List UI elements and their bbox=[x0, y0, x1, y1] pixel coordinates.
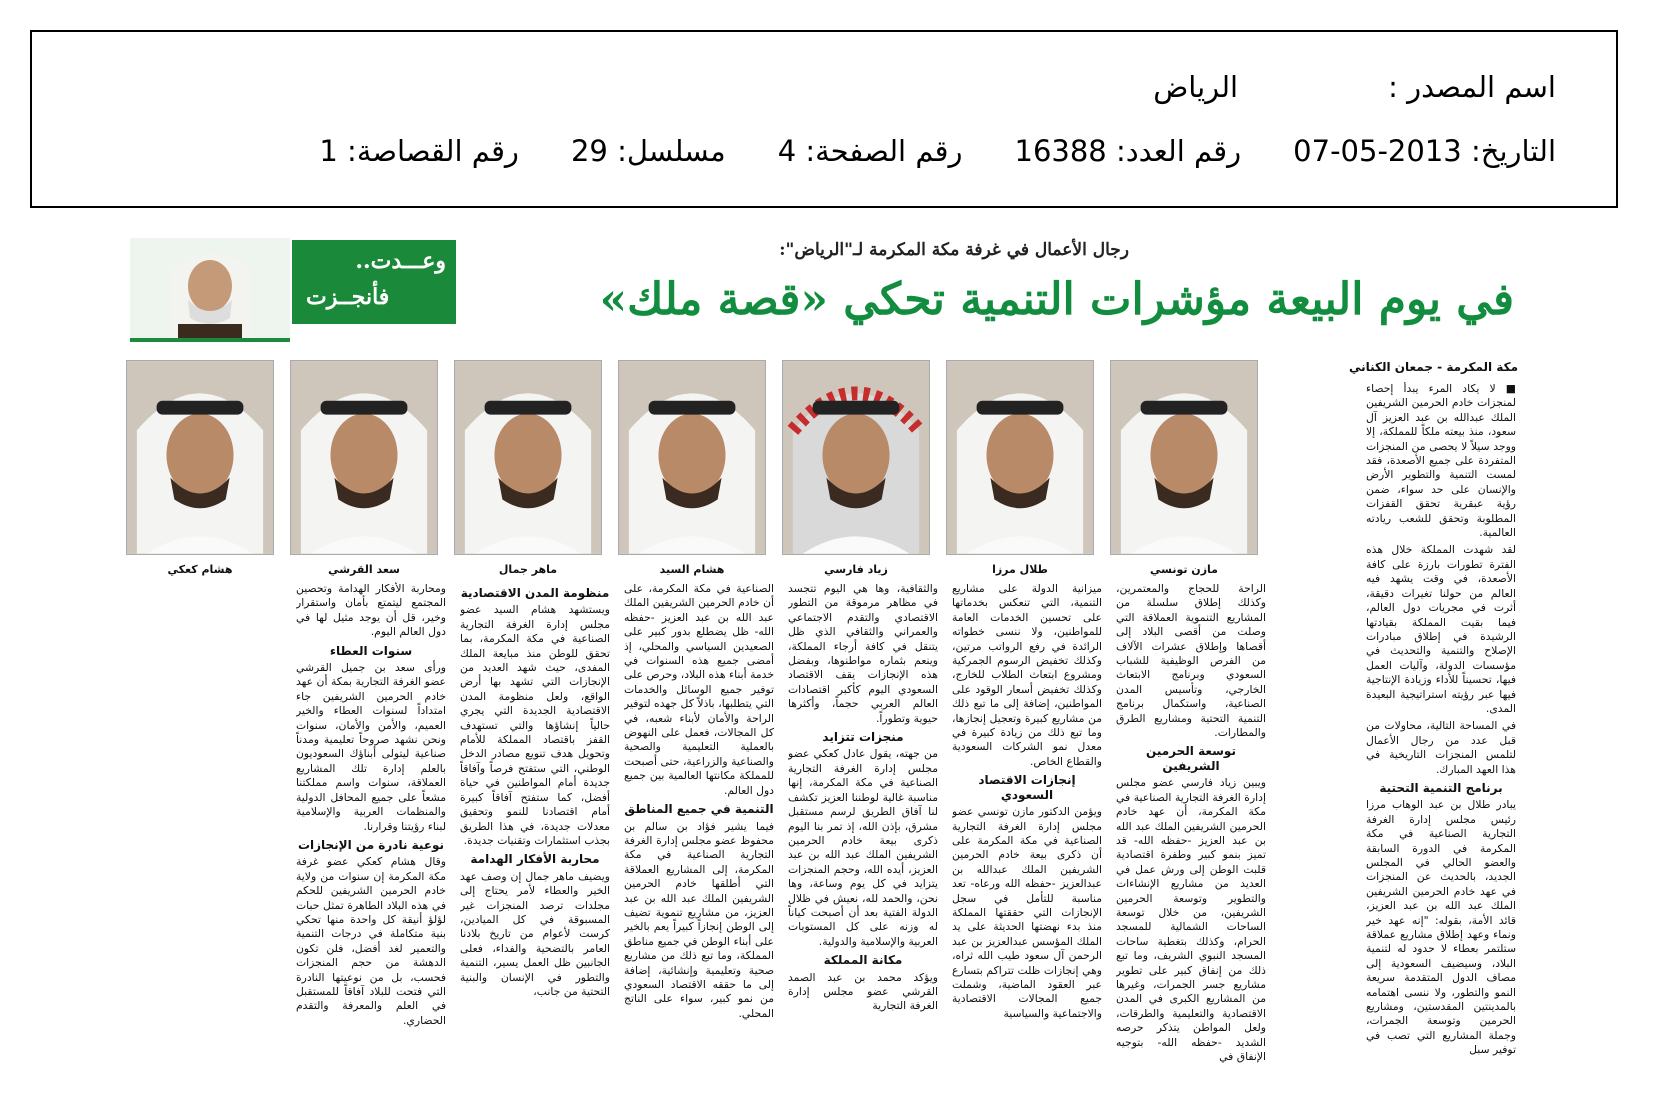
subheading: التنمية في جميع المناطق bbox=[624, 802, 774, 817]
person-photo-icon bbox=[783, 361, 929, 554]
logo-line-2: فأنجــزت bbox=[306, 284, 390, 310]
newspaper-clipping bbox=[130, 232, 1522, 1104]
paragraph: ويستشهد هشام السيد عضو مجلس إدارة الغرفة التجارية الصناعية في مكة المكرمة، بما تحقق للوطن منذ مبايعة الملك المفدى، حيث شهد العديد من الإنجازات التي تشهد بها أرض الواقع، ولعل منظومة المدن الاقتصادية الجديدة التي يجري حالياً إنشاؤها والتي تستهدف القفز باقتصاد المملكة للأمام وتحويل هدف تنويع مصادر الدخل الوطني، التي ستفتح فرصاً وآفاقاً جديدة أمام المواطنين في حياة أفضل، كما ستفتح آفاقاً كبيرة أمام اقتصادنا للنمو وتحقيق معدلات جديدة، في هذا الطريق بجذب استثمارات وتقنيات جديدة. bbox=[460, 603, 610, 847]
portrait-photo bbox=[290, 360, 438, 555]
paragraph: يبادر طلال بن عبد الوهاب مرزا رئيس مجلس إدارة الغرفة التجارية الصناعية في مكة المكرمة في الدورة السابقة والعضو الحالي في المجلس الجديد، بالحديث عن المنجزات في عهد خادم الحرمين الشريفين الملك عبد الله بن عبد العزيز، قائد الأمة، بقوله: "إنه عهد خير ونماء وعهد إطلاق مشاريع عملاقة ستلتمر بعطاء لا حدود له لتنمية البلاد، وسيضيف السعودية إلى مصاف الدول المتقدمة سريعة النمو والتطور، ولا ننسى اهتمامه بالمدينتين المقدستين، ومشاريع الحرمين وتوسعة الجمرات، وجملة المشاريع التي تصب في توفير سبل bbox=[1366, 798, 1516, 1057]
clip-number: رقم القصاصة: 1 bbox=[319, 134, 519, 168]
paragraph: فيما يشير فؤاد بن سالم بن محفوظ عضو مجلس إدارة الغرفة التجارية الصناعية في مكة المكرمة، إلى المشاريع العملاقة التي أطلقها خادم الحرمين الشريفين الملك عبد الله بن عبد العزيز، من مشاريع تنموية تضيف إلى الوطن إنجازاً كبيراً يعم بالخير على أبناء الوطن في جميع مناطق المملكة، وما تبع ذلك من مشاريع صحية وتعليمية وإنشائية، إضافة إلى ما حققه الاقتصاد السعودي من نمو كبير، سواء على الناتج المحلي. bbox=[624, 819, 774, 1020]
paragraph: ومحاربة الأفكار الهدامة وتحصين المجتمع ليتمتع بأمان واستقرار وخير، قل أن يوجد مثيل لها في دول العالم اليوم. bbox=[296, 582, 446, 639]
portrait-photo bbox=[618, 360, 766, 555]
article-column bbox=[296, 582, 446, 1102]
logo-banner bbox=[292, 240, 456, 324]
person-photo-icon bbox=[127, 361, 273, 554]
paragraph: الصناعية في مكة المكرمة، على أن خادم الحرمين الشريفين الملك عبد الله بن عبد العزيز -حفظه الله- ظل يضطلع بدور كبير على الصعيدين السياسي والمحلي، إذ أمضى جميع هذه السنوات في خدمة أبناء هذه البلاد، وحرص على توفير جميع الوسائل والخدمات التي يتطلبها، باذلاً كل جهده لتوفير الراحة والأمان لأبناء شعبه، في كل المجالات، فعمل على النهوض بالعملية التعليمية والصحية والصناعية والزراعية، حتى أصبحت للمملكة مكانتها العالمية بين جميع دول العالم. bbox=[624, 582, 774, 797]
kicker: رجال الأعمال في غرفة مكة المكرمة لـ"الرياض": bbox=[779, 240, 1129, 260]
paragraph: لقد شهدت المملكة خلال هذه الفترة تطورات بارزة على كافة الأصعدة، في وقت يشهد فيه العالم من حولنا تغيرات دقيقة، أثرت في مجريات دول العالم، فيما بقيت المملكة بقيادتها الرشيدة في إطلاق مبادرات الإصلاح والتنمية والتحديث في مؤسسات الدولة، وآليات العمل فيها، تحسيناً للأداء وزيادة الإنتاجية فيها عبر رؤيته استراتيجية البعيدة المدى. bbox=[1366, 543, 1516, 715]
paragraph: ويبين زياد فارسي عضو مجلس إدارة الغرفة التجارية الصناعية في مكة المكرمة، أن عهد خادم الحرمين الشريفين الملك عبد الله بن عبد العزيز -حفظه الله- قد تميز بنمو كبير وطفرة اقتصادية قلبت الوطن إلى ورش عمل في العديد من مشاريع الإنشاءات والتطوير وتوسعة الحرمين الشريفين، من خلال توسعة الساحات الشمالية للمسجد الحرام، وكذلك بتغطية ساحات المسجد النبوي الشريف، وما تبع ذلك من إنفاق كبير على تطوير مشاريع جسر الجمرات، وغيرها من المشاريع الكبرى في المدن الاقتصادية والتعليمية والطرقات، ولعل المواطن يتذكر حرصه الشديد -حفظه الله- بتوجيه الإنفاق في bbox=[1116, 776, 1266, 1063]
serial-number: مسلسل: 29 bbox=[570, 134, 726, 168]
date-field: التاريخ: 2013-05-07 bbox=[1293, 134, 1556, 168]
subheading: إنجازات الاقتصاد السعودي bbox=[978, 773, 1076, 802]
paragraph: ويضيف ماهر جمال إن وصف عهد الخير والعطاء لأمر يحتاج إلى مجلدات ترصد المنجزات غير المسبوقة في كل الميادين، كرست لأعوام من تاريخ بلادنا العامر بالتضحية والفداء، فعلى الجانبين ظل العمل يسير، التنمية والتطور في الإنسان والبنية التحتية من جانب، bbox=[460, 869, 610, 998]
portrait-photo bbox=[782, 360, 930, 555]
feature-logo bbox=[130, 238, 455, 338]
article-column bbox=[460, 582, 610, 1102]
paragraph: من جهته، يقول عادل كعكي عضو مجلس إدارة الغرفة التجارية الصناعية في مكة المكرمة، إنها مناسبة غالية لوطننا العزيز تكشف لنا آفاق الطريق لرسم مستقبل مشرق، بإذن الله، إذ تمر بنا اليوم ذكرى بيعة خادم الحرمين الشريفين الملك عبد الله بن عبد العزيز، أيده الله، وحجم المنجزات يتزايد في كل يوم وساعة، وها نحن، والحمد لله، نعيش في ظلال الدولة الفتية بعد أن أصبحت كياناً له وزنه على كل المستويات العربية والإسلامية والدولية. bbox=[788, 747, 938, 948]
headline: في يوم البيعة مؤشرات التنمية تحكي «قصة ملك» bbox=[599, 274, 1514, 325]
subheading: محاربة الأفكار الهدامة bbox=[470, 852, 600, 867]
portrait-caption: مازن تونسي bbox=[1150, 563, 1218, 576]
paragraph: ويؤمن الدكتور مازن تونسي عضو مجلس إدارة الغرفة التجارية الصناعية في مكة المكرمة على أن ذكرى بيعة خادم الحرمين الشريفين الملك عبدالله بن عبدالعزيز -حفظه الله ورعاه- تعد مناسبة للتأمل في سجل الإنجازات التي حققتها المملكة منذ بدء نهضتها الحديثة على يد الملك المؤسس عبدالعزيز بن عبد الرحمن آل سعود طيب الله ثراه، وهي إنجازات ظلت تتراكم بتسارع عبر العقود الماضية، وشملت جميع المجالات الاقتصادية والاجتماعية والسياسية bbox=[952, 805, 1102, 1020]
article-column bbox=[952, 582, 1102, 1102]
person-photo-icon bbox=[1111, 361, 1257, 554]
subheading: توسعة الحرمين الشريفين bbox=[1146, 744, 1236, 773]
person-photo-icon bbox=[947, 361, 1093, 554]
portrait-photo bbox=[1110, 360, 1258, 555]
source-label: اسم المصدر : bbox=[1388, 70, 1556, 104]
person-photo-icon bbox=[291, 361, 437, 554]
article-column bbox=[1116, 582, 1266, 1102]
article-column bbox=[788, 582, 938, 1102]
portrait-photo bbox=[946, 360, 1094, 555]
subheading: برنامج التنمية التحتية bbox=[1379, 780, 1503, 795]
logo-line-1: وعـــدت.. bbox=[355, 248, 446, 274]
person-photo-icon bbox=[619, 361, 765, 554]
subheading: منظومة المدن الاقتصادية bbox=[460, 586, 610, 600]
portrait-caption: ماهر جمال bbox=[498, 563, 558, 576]
source-row bbox=[1153, 70, 1556, 104]
portrait-caption: سعد القرشي bbox=[328, 563, 400, 576]
paragraph: ■ لا يكاد المرء يبدأ إحصاء لمنجزات خادم الحرمين الشريفين الملك عبدالله بن عبد العزيز آل سعود، منذ بيعته ملكاً للمملكة، إلا ووجد سيلاً لا يحصى من المنجزات المتفردة على جميع الأصعدة، فقد لمست التنمية والتطوير الأرض والإنسان على حد سواء، ضمن رؤية عبقرية تحقق القفزات المطلوبة وتحقق للشعب ريادته العالمية. bbox=[1366, 382, 1516, 540]
portrait-photo bbox=[454, 360, 602, 555]
king-photo bbox=[130, 238, 290, 342]
issue-row bbox=[319, 134, 1556, 168]
paragraph: وقال هشام كعكي عضو غرفة مكة المكرمة إن سنوات من ولاية خادم الحرمين الشريفين للحكم في هذه البلاد الطاهرة تمثل حبات لؤلؤ أنيقة كل واحدة منها تحكي بنية متكاملة في درجات التنمية والتعمير لغد أفضل، فلن تكون الدهشة من حجم المنجزات فحسب، بل من نوعيتها النادرة التي فتحت للبلاد آفاقاً للمستقبل في العلم والمعرفة والتقدم الحضاري. bbox=[296, 855, 446, 1027]
source-info-box bbox=[30, 30, 1618, 208]
page-number: رقم الصفحة: 4 bbox=[777, 134, 963, 168]
portrait-caption: زياد فارسي bbox=[824, 563, 888, 576]
paragraph: الراحة للحجاج والمعتمرين، وكذلك إطلاق سلسلة من المشاريع التنموية العملاقة التي وصلت من أقصى البلاد إلى أقصاها وإطلاق عشرات الآلاف من الفرص الوظيفية للشباب السعودي وبرنامج الابتعاث الخارجي، وتأسيس المدن الصناعية، واستكمال برنامج التنمية التحتية ومشاريع الطرق والمطارات. bbox=[1116, 582, 1266, 740]
subheading: سنوات العطاء bbox=[329, 643, 413, 658]
portrait-caption: هشام السيد bbox=[659, 563, 725, 576]
portrait-caption: هشام كعكي bbox=[167, 563, 233, 576]
portrait-caption: طلال مرزا bbox=[992, 563, 1048, 576]
subheading: مكانة المملكة bbox=[823, 953, 903, 968]
issue-number: رقم العدد: 16388 bbox=[1014, 134, 1242, 168]
source-value: الرياض bbox=[1153, 70, 1239, 104]
paragraph: ورأى سعد بن جميل القرشي عضو الغرفة التجارية بمكة أن عهد خادم الحرمين الشريفين جاء امتداداً لسنوات العطاء والخير العميم، والأمن والأمان، سنوات ونحن نشهد صروحاً تعليمية ومدناً صناعية ليتولى أبناؤك السعوديون بالعلم إدارة تلك المشاريع العملاقة، سنوات واسم مملكتنا مشعاً على جميع المحافل الدولية والمنظمات العربية والإسلامية لبناء رؤيتنا وقرارنا. bbox=[296, 661, 446, 833]
paragraph: ميزانية الدولة على مشاريع التنمية، التي تنعكس بخدماتها على تحسين الخدمات العامة للمواطنين، ولا ننسى خطواته الرائدة في رفع الرواتب مرتين، وكذلك تخفيض الرسوم الجمركية ومشروع ابتعاث الطلاب للخارج، وكذلك تخفيض أسعار الوقود على المواطنين، إضافة إلى ما تبع ذلك من مشاريع كبيرة وتعجيل إنجازها، وما تبع ذلك من زيادة كبيرة في معدل نمو الشركات السعودية والقطاع الخاص. bbox=[952, 582, 1102, 768]
paragraph: ويؤكد محمد بن عبد الصمد القرشي عضو مجلس إدارة الغرفة التجارية bbox=[788, 970, 938, 1013]
article-column bbox=[1366, 382, 1516, 1102]
paragraph: والثقافية، وها هي اليوم تتجسد في مظاهر مرموقة من التطور الاقتصادي والتقدم الاجتماعي والعمراني والثقافي الذي ظل يتنقل في كافة أرجاء المملكة، وينعم بثماره مواطنوها، وبفضل هذه الإنجازات يقف الاقتصاد السعودي اليوم كأكبر اقتصادات العالم العربي حجماً، وأكثرها حيوية وتطوراً. bbox=[788, 582, 938, 725]
subheading: منجزات تتزايد bbox=[822, 730, 904, 745]
subheading: نوعية نادرة من الإنجازات bbox=[297, 837, 445, 852]
king-portrait-icon bbox=[130, 238, 290, 338]
byline: مكة المكرمة - جمعان الكناني bbox=[1348, 360, 1518, 374]
portrait-photo bbox=[126, 360, 274, 555]
paragraph: في المساحة التالية، محاولات من قبل عدد من رجال الأعمال لتلمس المنجزات التاريخية في هذا العهد المبارك. bbox=[1366, 719, 1516, 776]
article-column bbox=[624, 582, 774, 1102]
person-photo-icon bbox=[455, 361, 601, 554]
